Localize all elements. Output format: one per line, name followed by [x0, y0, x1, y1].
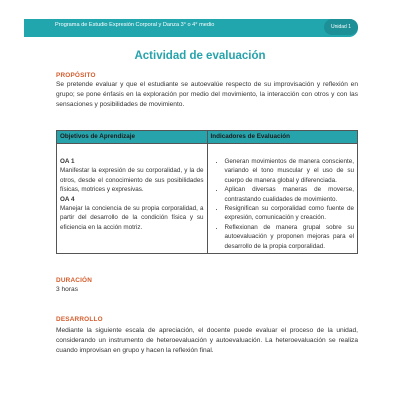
indicators-list — [211, 157, 355, 251]
oa1-title: OA 1 — [60, 158, 75, 165]
indicator-item: • Generan movimientos de manera consciente, variando el tono muscular y el uso de su cuerpo de manera global y diferenciada. — [225, 157, 355, 185]
indicator-item: • Reflexionan de manera grupal sobre su autoevaluación y proponen mejoras para el desarrollo de la propia corporalidad. — [225, 223, 355, 251]
evaluation-table — [56, 130, 358, 254]
oa1-text: Manifestar la expresión de su corporalidad, y la de otros, desde el conocimiento de sus posibilidades físicas, motrices y expresivas. — [60, 167, 204, 194]
oa-cell — [57, 144, 208, 254]
desarrollo-heading: DESARROLLO — [56, 316, 103, 323]
page-title: Actividad de evaluación — [134, 50, 266, 62]
oa4-title: OA 4 — [60, 195, 75, 203]
proposito-text: Se pretende evaluar y que el estudiante se autoevalúe respecto de su improvisación y reflexión en grupo; se pone énfasis en la exploración por medio del movimiento, la interacción con otros y con las sensaciones y posibilidades de movimiento. — [56, 81, 358, 108]
indicators-column-header: Indicadores de Evaluación — [207, 131, 358, 144]
program-title: Programa de Estudio Expresión Corporal y Danza 3° o 4° medio — [55, 22, 215, 28]
unit-badge: Unidad 1 — [324, 19, 358, 35]
indicator-item: • Aplican diversas maneras de moverse, contrastando cualidades de movimiento. — [225, 185, 355, 204]
oa-column-header: Objetivos de Aprendizaje — [57, 131, 208, 144]
duracion-text: 3 horas — [56, 286, 78, 293]
indicators-cell — [207, 144, 358, 254]
duracion-heading: DURACIÓN — [56, 277, 93, 284]
oa4-text: Manejar la conciencia de su propia corporalidad, a partir del desarrollo de la condición física y su eficiencia en la acción motriz. — [60, 205, 204, 231]
proposito-heading: PROPÓSITO — [56, 72, 96, 79]
indicator-item: • Resignifican su corporalidad como fuente de expresión, comunicación y creación. — [225, 204, 355, 223]
desarrollo-text: Mediante la siguiente escala de apreciación, el docente puede evaluar el proceso de la unidad, considerando un instrumento de heteroevaluación y autoevaluación. La heteroevaluación se realiza cuando improvisan en grupo y hacen la reflexión final. — [56, 327, 358, 354]
